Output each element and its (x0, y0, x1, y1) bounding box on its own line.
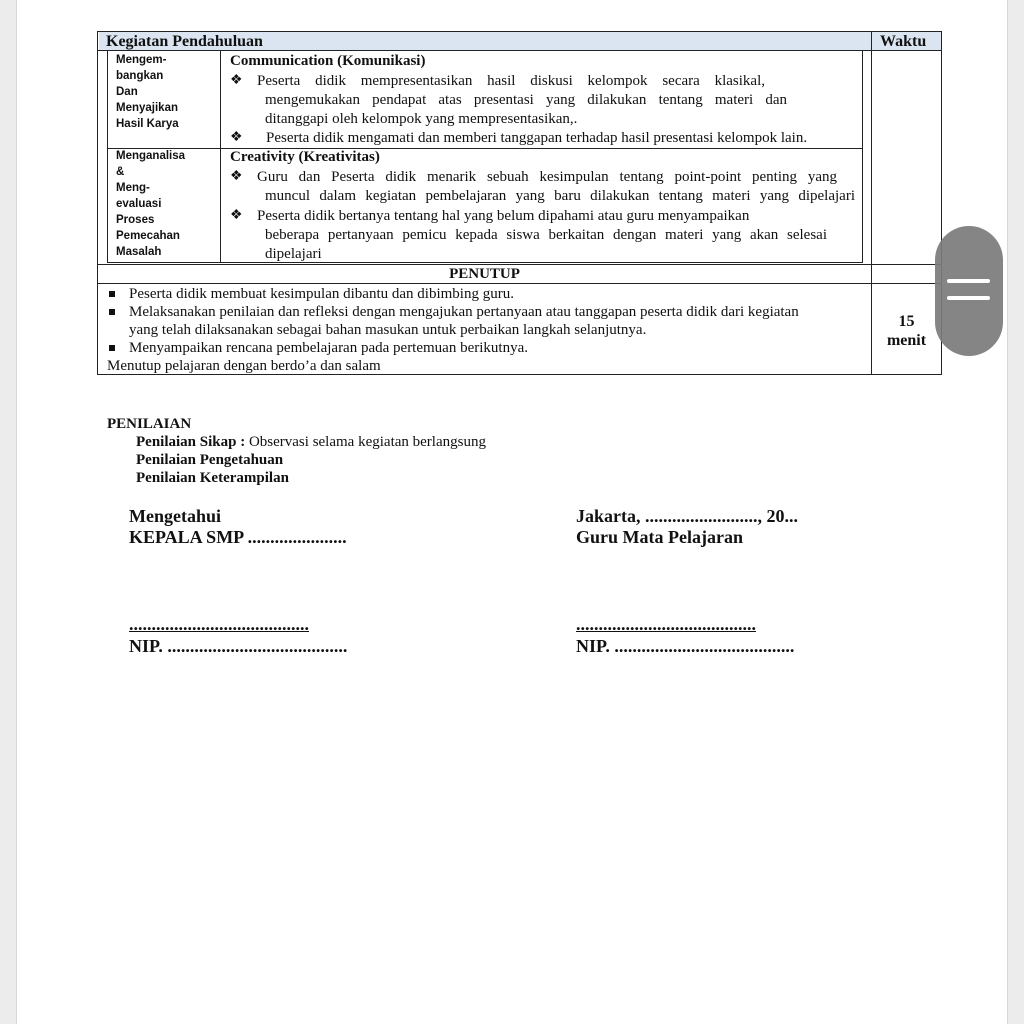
time-value: 15 (898, 313, 915, 330)
row1-line-2: mengemukakan pendapat atas presentasi yang dilakukan tentang materi dan (265, 92, 787, 108)
penutup-line-2: Melaksanakan penilaian dan refleksi dengan mengajukan pertanyaan atau tanggapan peserta didik dari kegiatan (129, 304, 799, 320)
square-bullet-icon (109, 291, 115, 297)
left-kepala-smp: KEPALA SMP ...................... (129, 527, 347, 547)
row2-line-3: Peserta didik bertanya tentang hal yang belum dipahami atau guru menyampaikan (257, 208, 750, 224)
table-header-kegiatan: Kegiatan Pendahuluan (106, 33, 263, 50)
penutup-line-5: Menutup pelajaran dengan berdo’a dan salam (107, 358, 381, 374)
right-guru-mapel: Guru Mata Pelajaran (576, 527, 743, 547)
penilaian-heading: PENILAIAN (107, 416, 192, 432)
communication-title: Communication (Komunikasi) (230, 53, 426, 69)
diamond-bullet-icon: ❖ (230, 208, 243, 223)
penilaian-keterampilan: Penilaian Keterampilan (136, 470, 289, 486)
grip-line-icon (947, 296, 990, 300)
row2-line-1: Guru dan Peserta didik menarik sebuah kesimpulan tentang point-point penting yang (257, 169, 837, 185)
penutup-title: PENUTUP (449, 266, 520, 282)
diamond-bullet-icon: ❖ (230, 73, 243, 88)
right-signature-dots: ........................................ (576, 614, 756, 634)
table-header-waktu: Waktu (880, 33, 927, 50)
diamond-bullet-icon: ❖ (230, 130, 243, 145)
scroll-handle[interactable] (935, 226, 1003, 356)
left-mengetahui: Mengetahui (129, 506, 221, 526)
diamond-bullet-icon: ❖ (230, 169, 243, 184)
row2-line-5: dipelajari (265, 246, 322, 262)
right-nip: NIP. ........................................ (576, 636, 795, 656)
left-nip: NIP. ........................................ (129, 636, 348, 656)
penutup-line-4: Menyampaikan rencana pembelajaran pada pertemuan berikutnya. (129, 340, 528, 356)
left-signature-dots: ........................................ (129, 614, 309, 634)
penilaian-sikap: Penilaian Sikap : Observasi selama kegiatan berlangsung (136, 434, 486, 450)
row1-line-1: Peserta didik mempresentasikan hasil diskusi kelompok secara klasikal, (257, 73, 765, 89)
penutup-line-3: yang telah dilaksanakan sebagai bahan masukan untuk perbaikan langkah selanjutnya. (129, 322, 647, 338)
row2-side-label: Menganalisa & Meng- evaluasi Proses Pemecahan Masalah (116, 150, 186, 258)
row1-side-label: Mengem- bangkan Dan Menyajikan Hasil Karya (116, 54, 179, 130)
row2-line-4: beberapa pertanyaan pemicu kepada siswa berkaitan dengan materi yang akan selesai (265, 227, 827, 243)
grip-line-icon (947, 279, 990, 283)
row2-line-2: muncul dalam kegiatan pembelajaran yang baru dilakukan tentang materi yang dipelajari (265, 188, 855, 204)
penilaian-pengetahuan: Penilaian Pengetahuan (136, 452, 284, 468)
penutup-line-1: Peserta didik membuat kesimpulan dibantu dan dibimbing guru. (129, 286, 514, 302)
square-bullet-icon (109, 345, 115, 351)
row1-line-4: Peserta didik mengamati dan memberi tanggapan terhadap hasil presentasi kelompok lain. (266, 130, 808, 146)
square-bullet-icon (109, 309, 115, 315)
creativity-title: Creativity (Kreativitas) (230, 149, 380, 165)
time-unit: menit (886, 332, 927, 349)
row1-line-3: ditanggapi oleh kelompok yang mempresentasikan,. (265, 111, 578, 127)
right-place-date: Jakarta, ........................., 20... (576, 506, 798, 526)
